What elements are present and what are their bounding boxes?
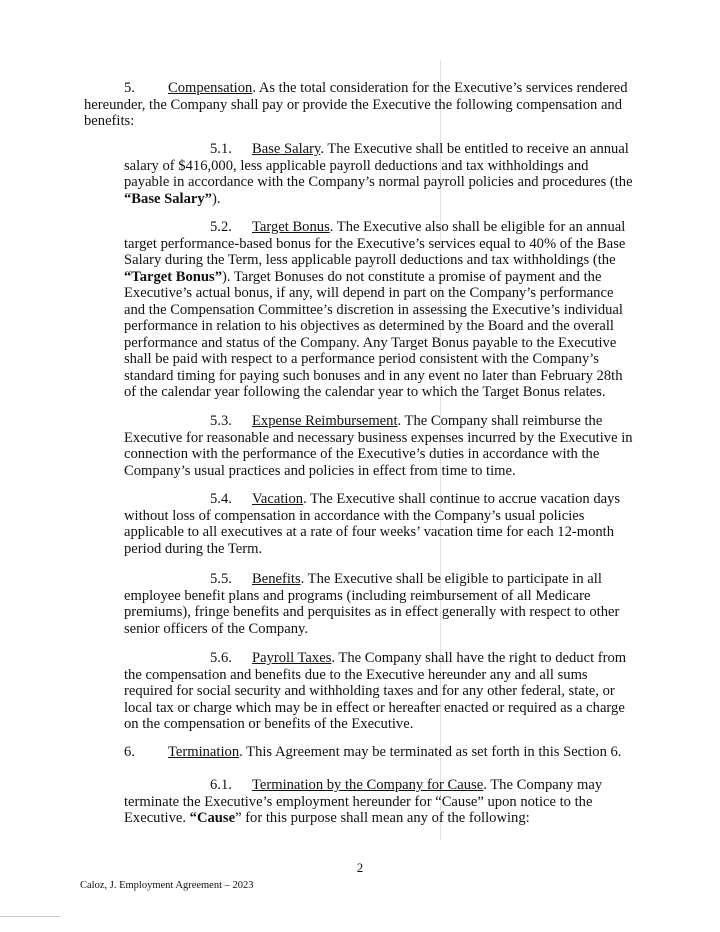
- section-body-end: ). Target Bonuses do not constitute a promise of payment and the Executive’s actual bonus, if any, will depend in part on the Company’s performance and the Compensation Committee’s discretion in assessing the Executive’s individual performance in relation to his objectives as determined by the Board and the overall performance and status of the Company. Any Target Bonus payable to the Executive shall be paid with respect to a performance period consistent with the Company’s standard timing for paying such bonuses and in any event no later than February 28th of the calendar year following the calendar year to which the Target Bonus relates.: [124, 268, 623, 400]
- section-heading: Expense Reimbursement: [252, 413, 398, 429]
- section-5-4-paragraph: [124, 491, 636, 557]
- section-body: . This Agreement may be terminated as set forth in this Section 6.: [239, 744, 622, 760]
- section-number: 6.1.: [210, 777, 232, 793]
- section-5-5-paragraph: [124, 571, 636, 637]
- section-heading: Compensation: [168, 80, 253, 96]
- section-heading: Termination by the Company for Cause: [252, 777, 484, 793]
- section-number: 5.: [124, 80, 135, 96]
- section-number: 5.6.: [210, 650, 232, 666]
- section-body: . The Executive shall be eligible to participate in all employee benefit plans and programs (including reimbursement of all Medicare premiums), fringe benefits and perquisites as in effect generally with respect to other senior officers of the Company.: [124, 571, 620, 637]
- section-body: . The Executive shall continue to accrue vacation days without loss of compensation in accordance with the Company’s usual policies applicable to all executives at a rate of four weeks’ vacation time for each 12-month period during the Term.: [124, 491, 621, 557]
- section-5-6-paragraph: [124, 650, 636, 733]
- section-number: 5.5.: [210, 571, 232, 587]
- section-number: 6.: [124, 744, 135, 760]
- section-heading: Target Bonus: [252, 219, 330, 235]
- section-body-end: ).: [211, 190, 221, 207]
- section-body: . The Company shall have the right to deduct from the compensation and benefits due to the Executive hereunder any and all sums required for social security and withholding taxes and for any other federal, state, or local tax or charge which may be in effect or hereafter enacted or required as a charge on the compensation or benefits of the Executive.: [124, 650, 627, 732]
- section-heading: Benefits: [252, 571, 301, 587]
- section-body: . The Executive shall be entitled to receive an annual salary of $416,000, less applicable payroll deductions and tax withholdings and payable in accordance with the Company’s normal payroll policies and procedures (the: [124, 141, 633, 190]
- defined-term: “Base Salary”: [124, 190, 212, 207]
- section-6-paragraph: [84, 744, 636, 761]
- defined-term: “Target Bonus”: [124, 268, 222, 285]
- section-5-3-paragraph: [124, 413, 636, 479]
- section-heading: Termination: [168, 744, 240, 760]
- section-number: 5.2.: [210, 219, 232, 235]
- section-heading: Vacation: [252, 491, 304, 507]
- section-heading: Base Salary: [252, 141, 321, 157]
- section-body: . The Company may terminate the Executive’s employment hereunder for “Cause” upon notice to the Executive.: [124, 777, 603, 826]
- section-5-1-paragraph: [124, 141, 636, 207]
- section-body: . The Company shall reimburse the Executive for reasonable and necessary business expenses incurred by the Executive in connection with the performance of the Executive’s duties in accordance with the Company’s usual practices and policies in effect from time to time.: [124, 413, 633, 479]
- scan-edge-line: [0, 916, 60, 917]
- section-body: . As the total consideration for the Executive’s services rendered hereunder, the Company shall pay or provide the Executive the following compensation and benefits:: [84, 80, 628, 129]
- section-number: 5.3.: [210, 413, 232, 429]
- section-5-2-paragraph: [124, 219, 636, 401]
- section-5-paragraph: [84, 80, 636, 130]
- section-6-1-paragraph: [124, 777, 636, 827]
- defined-term: “Cause: [189, 810, 236, 826]
- page-number: 2: [356, 860, 364, 875]
- document-footer: Caloz, J. Employment Agreement – 2023: [80, 880, 254, 891]
- section-heading: Payroll Taxes: [252, 650, 332, 666]
- section-body-end: ” for this purpose shall mean any of the following:: [235, 810, 530, 826]
- section-number: 5.1.: [210, 141, 232, 157]
- section-number: 5.4.: [210, 491, 232, 507]
- section-body: . The Executive also shall be eligible for an annual target performance-based bonus for the Executive’s services equal to 40% of the Base Salary during the Term, less applicable payroll deductions and tax withholdings (the: [124, 219, 626, 268]
